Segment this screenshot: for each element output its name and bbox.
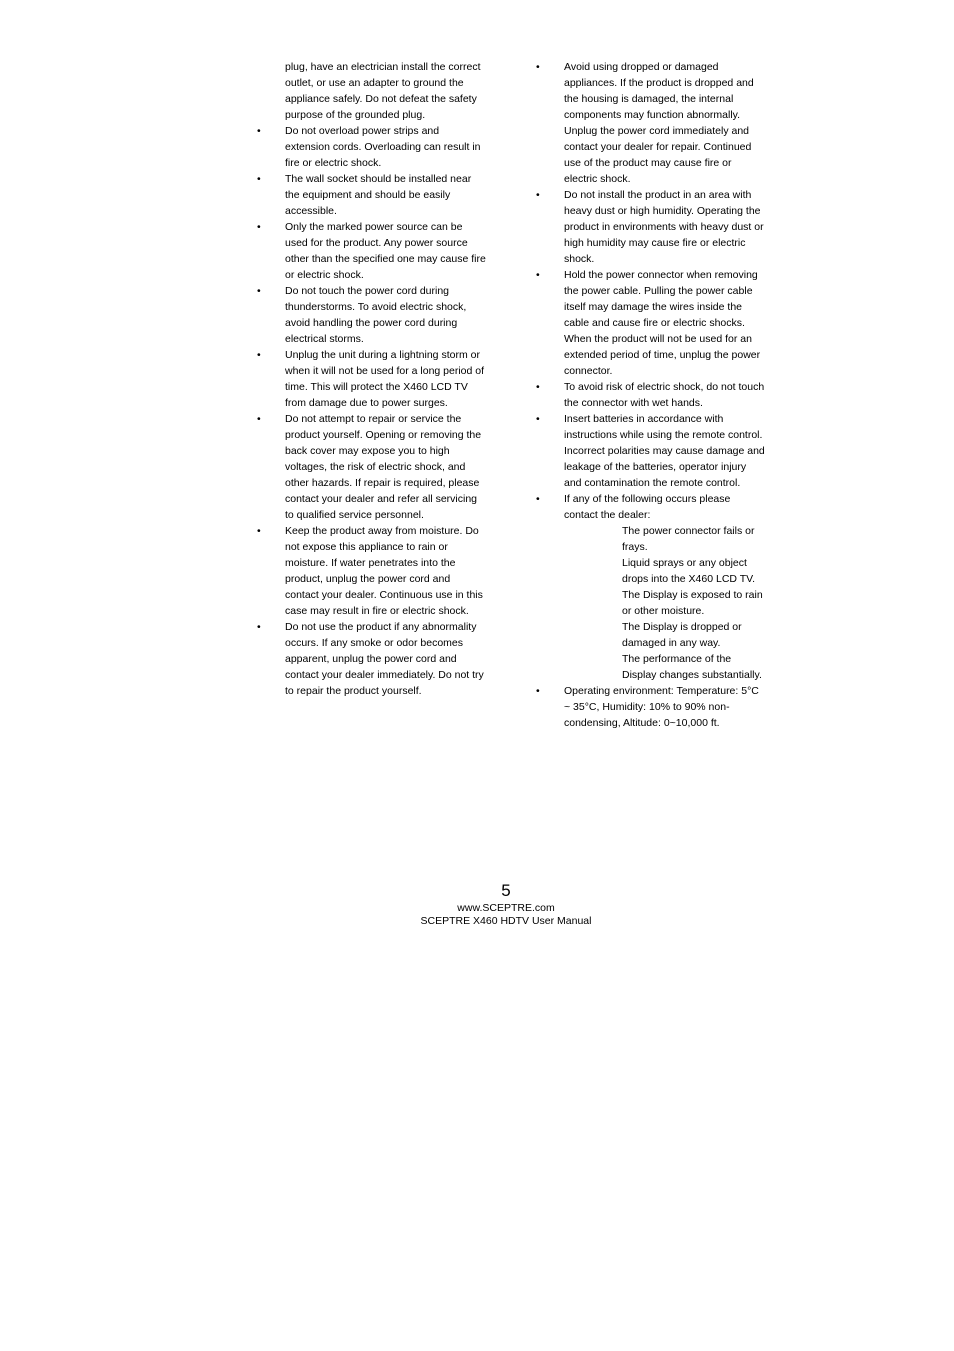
list-item-text: Do not touch the power cord during thunderstorms. To avoid electric shock, avoid handling the power cord during electrical storms. bbox=[285, 285, 467, 345]
right-bullet-list bbox=[536, 59, 766, 731]
bullet-icon: • bbox=[257, 413, 261, 425]
list-item-text: Only the marked power source can be used for the product. Any power source other than the specified one may cause fire or electric shock. bbox=[285, 221, 486, 281]
bullet-icon: • bbox=[257, 285, 261, 297]
dealer-condition: The Display is dropped or damaged in any way. bbox=[622, 621, 742, 649]
list-item-text: Keep the product away from moisture. Do not expose this appliance to rain or moisture. If water penetrates into the product, unplug the power cord and contact your dealer. Continuous use in this case may result in fire or electric shock. bbox=[285, 525, 483, 617]
bullet-icon: • bbox=[257, 349, 261, 361]
list-item-text: To avoid risk of electric shock, do not touch the connector with wet hands. bbox=[564, 381, 765, 409]
list-item-text: Avoid using dropped or damaged appliances. If the product is dropped and the housing is damaged, the internal components may function abnormally. Unplug the power cord immediately and contact your dealer for repair. Continued use of the product may cause fire or electric shock. bbox=[564, 61, 754, 185]
bullet-icon: • bbox=[257, 621, 261, 633]
list-item bbox=[536, 411, 766, 491]
bullet-icon: • bbox=[536, 189, 540, 201]
bullet-icon: • bbox=[536, 413, 540, 425]
list-item bbox=[257, 123, 486, 171]
bullet-icon: • bbox=[536, 685, 540, 697]
list-item-text: Hold the power connector when removing the power cable. Pulling the power cable itself may damage the wires inside the cable and cause fire or electric shocks. When the product will not be used for an extended period of time, unplug the power connector. bbox=[564, 269, 761, 377]
list-item bbox=[257, 411, 486, 523]
list-item-text: Insert batteries in accordance with instructions while using the remote control. Incorrect polarities may cause damage and leakage of the batteries, operator injury and contamination the remote control. bbox=[564, 413, 765, 489]
website-link: www.SCEPTRE.com bbox=[457, 902, 555, 914]
dealer-conditions-list bbox=[564, 523, 766, 683]
list-item bbox=[536, 379, 766, 411]
list-item bbox=[536, 267, 766, 379]
list-item bbox=[257, 347, 486, 411]
list-item-text: Operating environment: Temperature: 5°C ~ 35°C, Humidity: 10% to 90% non-condensing, Altitude: 0~10,000 ft. bbox=[564, 685, 759, 729]
dealer-condition: The performance of the Display changes substantially. bbox=[622, 653, 762, 681]
bullet-icon: • bbox=[257, 173, 261, 185]
list-item bbox=[536, 683, 766, 731]
list-item-text: Do not overload power strips and extension cords. Overloading can result in fire or electric shock. bbox=[285, 125, 481, 169]
continued-paragraph: plug, have an electrician install the correct outlet, or use an adapter to ground the appliance safely. Do not defeat the safety purpose of the grounded plug. bbox=[285, 61, 481, 121]
dealer-condition: The power connector fails or frays. bbox=[622, 525, 755, 553]
list-item-text: If any of the following occurs please contact the dealer: bbox=[564, 493, 731, 521]
bullet-icon: • bbox=[257, 125, 261, 137]
list-item-text: Do not attempt to repair or service the product yourself. Opening or removing the back cover may expose you to high voltages, the risk of electric shock, and other hazards. If repair is required, please contact your dealer and refer all servicing to qualified service personnel. bbox=[285, 413, 482, 521]
list-item-text: Unplug the unit during a lightning storm or when it will not be used for a long period of time. This will protect the X460 LCD TV from damage due to power surges. bbox=[285, 349, 485, 409]
dealer-condition: Liquid sprays or any object drops into the X460 LCD TV. bbox=[622, 557, 756, 585]
list-item bbox=[536, 491, 766, 683]
list-item bbox=[257, 219, 486, 283]
page-number: 5 bbox=[501, 881, 511, 900]
left-bullet-list bbox=[257, 123, 486, 699]
bullet-icon: • bbox=[536, 269, 540, 281]
bullet-icon: • bbox=[536, 381, 540, 393]
list-item bbox=[536, 59, 766, 187]
page-footer bbox=[0, 880, 954, 928]
manual-title: SCEPTRE X460 HDTV User Manual bbox=[420, 915, 592, 927]
list-item bbox=[257, 171, 486, 219]
bullet-icon: • bbox=[536, 493, 540, 505]
bullet-icon: • bbox=[257, 221, 261, 233]
bullet-icon: • bbox=[536, 61, 540, 73]
list-item-text: Do not use the product if any abnormality occurs. If any smoke or odor becomes apparent, unplug the power cord and contact your dealer immediately. Do not try to repair the product yourself. bbox=[285, 621, 484, 697]
list-item-text: Do not install the product in an area with heavy dust or high humidity. Operating the product in environments with heavy dust or high humidity may cause fire or electric shock. bbox=[564, 189, 764, 265]
bullet-icon: • bbox=[257, 525, 261, 537]
list-item bbox=[257, 523, 486, 619]
list-item bbox=[257, 283, 486, 347]
dealer-condition: The Display is exposed to rain or other moisture. bbox=[622, 589, 763, 617]
right-column bbox=[536, 59, 766, 731]
list-item bbox=[536, 187, 766, 267]
list-item bbox=[257, 619, 486, 699]
list-item-text: The wall socket should be installed near the equipment and should be easily accessible. bbox=[285, 173, 472, 217]
left-column bbox=[257, 59, 486, 699]
